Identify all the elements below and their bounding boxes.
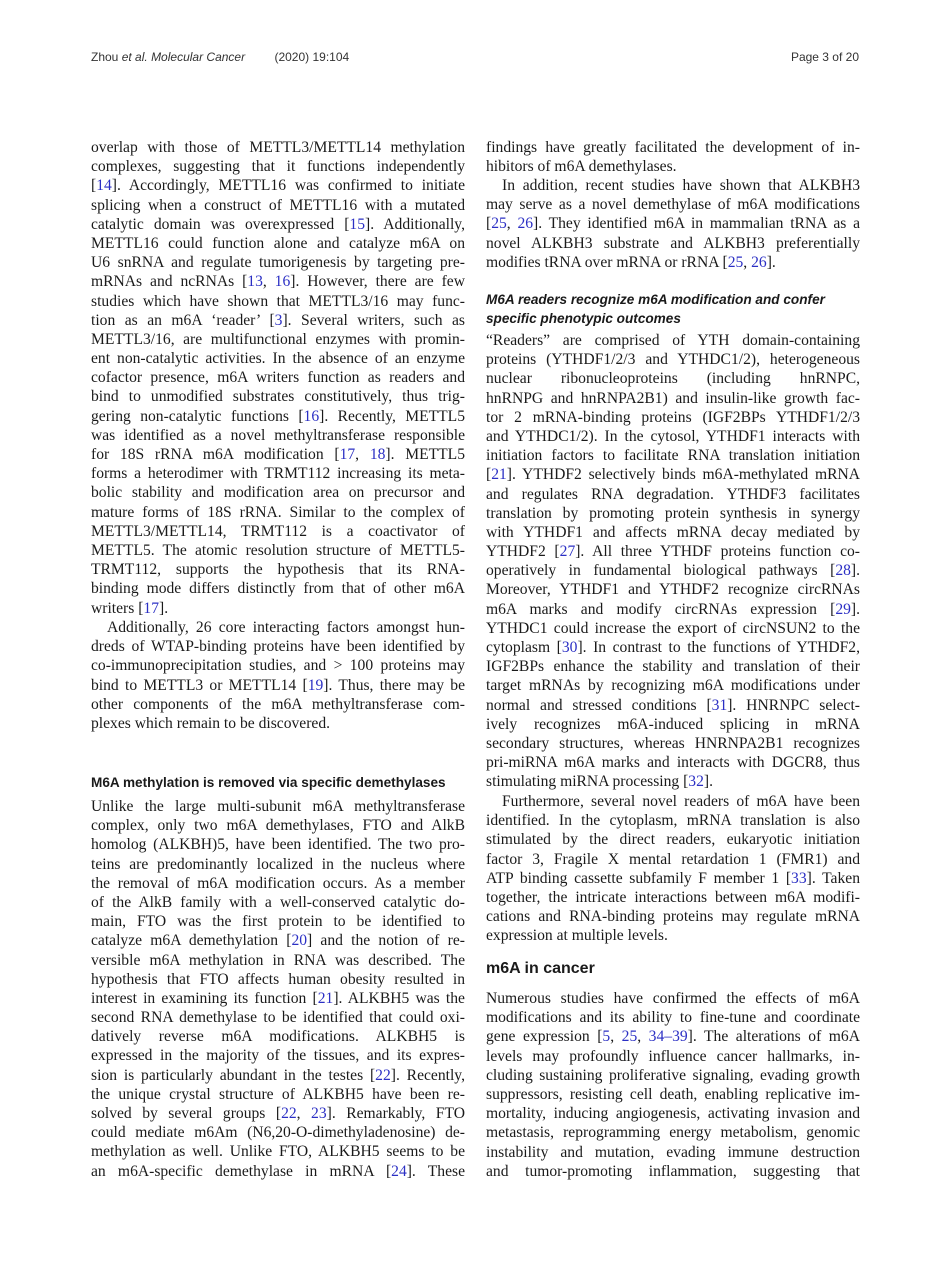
text-line: modifications and its ability to fine-tune and coordinate	[486, 1009, 860, 1027]
text-line: Moreover, YTHDF1 and YTHDF2 recognize circRNAs	[486, 581, 860, 599]
running-header	[91, 50, 349, 64]
text-line: cofactor presence, m6A writers function as readers and	[91, 369, 465, 387]
text-line: pri-miRNA m6A marks and interacts with DGCR8, thus	[486, 754, 860, 772]
text-line: findings have greatly facilitated the development of in-	[486, 139, 860, 156]
citation-link[interactable]: 17	[339, 446, 356, 463]
text-line: modifies tRNA over mRNA or rRNA [25, 26].	[486, 253, 776, 271]
text-line: binding mode differs distinctly from that of other m6A	[91, 580, 465, 598]
citation-link[interactable]: 19	[307, 676, 324, 694]
text-line: teins are predominantly localized in the nucleus where	[91, 855, 465, 873]
header-journal: Molecular Cancer	[151, 50, 246, 64]
text-line: mature forms of 18S rRNA. Similar to the complex of	[91, 503, 465, 521]
text-line: m6A marks and modify circRNAs expression [29].	[486, 600, 860, 618]
text-line: novel ALKBH3 substrate and ALKBH3 preferentially	[486, 234, 860, 252]
paragraph	[486, 138, 860, 176]
text-line: gene expression [5, 25, 34–39]. The alterations of m6A	[486, 1028, 860, 1046]
text-line: suppressors, resisting cell death, enabling replicative im-	[486, 1085, 860, 1103]
text-line: bind to METTL3 or METTL14 [19]. Thus, there may be	[91, 676, 465, 694]
text-line: mRNAs and ncRNAs [13, 16]. However, there are few	[91, 273, 465, 291]
text-line: normal and stressed conditions [31]. HNRNPC select-	[486, 696, 860, 714]
text-line: ATP binding cassette subfamily F member 1 [33]. Taken	[486, 869, 860, 887]
text-line: an m6A-specific demethylase in mRNA [24]. These	[91, 1162, 465, 1180]
text-line: solved by several groups [22, 23]. Remarkably, FTO	[91, 1105, 465, 1122]
text-line: dreds of WTAP-binding proteins have been identified by	[91, 638, 465, 656]
paragraph	[486, 792, 860, 946]
text-line: metastasis, reprogramming energy metabolism, genomic	[486, 1124, 860, 1142]
text-line: cluding sustaining proliferative signaling, evading growth	[486, 1066, 860, 1084]
text-line: “Readers” are comprised of YTH domain-containing	[486, 332, 860, 349]
text-line: METTL3/METTL14, TRMT112 is a coactivator of	[91, 522, 465, 540]
text-line: tion as an m6A ‘reader’ [3]. Several writers, such as	[91, 311, 466, 329]
citation-link[interactable]: 26	[751, 253, 767, 271]
text-line: ively recognizes m6A-induced splicing in mRNA	[486, 715, 860, 733]
text-line: hibitors of m6A demethylases.	[486, 158, 677, 176]
text-line: the removal of m6A modification occurs. As a member	[91, 874, 465, 892]
text-line: together, the intricate interactions between m6A modifi-	[486, 888, 860, 906]
citation-link[interactable]: 21	[317, 989, 334, 1007]
text-line: plexes which remain to be discovered.	[91, 714, 331, 732]
text-line: catalytic domain was overexpressed [15]. Additionally,	[91, 215, 465, 233]
text-line: stimulated by the direct readers, eukaryotic initiation	[486, 831, 860, 849]
text-line: stimulating miRNA processing [32].	[486, 773, 713, 791]
header-author: Zhou	[91, 50, 119, 64]
text-line: U6 snRNA and regulate tumorigenesis by targeting pre-	[91, 254, 465, 272]
text-line: operatively in fundamental biological pathways [28].	[486, 562, 860, 580]
text-line: METTL3/16, are multifunctional enzymes with promin-	[91, 330, 465, 348]
text-line: other components of the m6A methyltransferase com-	[91, 695, 465, 713]
text-line: for 18S rRNA m6A modification [17, 18]. METTL5	[91, 446, 465, 463]
citation-link[interactable]: 14	[96, 177, 112, 195]
text-line: levels may profoundly influence cancer hallmarks, in-	[486, 1047, 860, 1065]
text-line: hnRNPG and hnRNPA2B1) and insulin-like growth fac-	[486, 389, 860, 407]
text-line: forms a heterodimer with TRMT112 increasing its meta-	[91, 465, 465, 483]
text-line: initiation factors to facilitate RNA translation initiation	[486, 447, 860, 465]
paragraph	[91, 797, 465, 1181]
heading-line: m6A in cancer	[486, 960, 595, 977]
text-line: tor 2 mRNA-binding proteins (IGF2BPs YTHDF1/2/3	[486, 408, 860, 426]
paragraph	[486, 331, 860, 792]
text-line: expressed in the majority of the tissues, and its expres-	[91, 1047, 465, 1065]
citation-link[interactable]: 27	[559, 543, 576, 561]
paragraph	[486, 989, 860, 1181]
text-line: [25, 26]. They identified m6A in mammalian tRNA as a	[486, 215, 861, 233]
text-line: splicing when a construct of METTL16 with a mutated	[91, 196, 465, 214]
citation-link[interactable]: 22	[281, 1105, 297, 1122]
citation-link[interactable]: 15	[349, 215, 365, 233]
text-line: and tumor-promoting inflammation, suggesting that	[486, 1162, 860, 1180]
heading-line: M6A readers recognize m6A modification and confer	[486, 292, 825, 307]
text-line: instability and mutation, evading immune destruction	[486, 1143, 860, 1161]
text-line: Unlike the large multi-subunit m6A methyltransferase	[91, 798, 465, 815]
text-line: was identified as a novel methyltransferase responsible	[91, 426, 465, 444]
text-line: mortality, inducing angiogenesis, activating invasion and	[486, 1105, 860, 1123]
citation-link[interactable]: 28	[835, 562, 851, 580]
page-number: Page 3 of 20	[790, 50, 859, 64]
citation-link[interactable]: 22	[375, 1066, 391, 1084]
citation-link[interactable]: 20	[291, 932, 308, 950]
text-line: bolic stability and modification area on precursor and	[91, 484, 465, 502]
text-line: identified. In the cytoplasm, mRNA translation is also	[486, 812, 860, 830]
citation-link[interactable]: 26	[517, 215, 534, 233]
text-line: the unique crystal structure of ALKBH5 have been re-	[91, 1085, 465, 1103]
text-line: ent non-catalytic activities. In the absence of an enzyme	[91, 350, 465, 368]
section-heading	[486, 290, 860, 328]
citation-link[interactable]: 16	[303, 407, 320, 425]
citation-link[interactable]: 3	[274, 311, 283, 329]
citation-link[interactable]: 25	[727, 253, 744, 271]
citation-link[interactable]: 24	[391, 1162, 407, 1180]
citation-link[interactable]: 23	[311, 1105, 327, 1122]
heading-line: M6A methylation is removed via specific demethylases	[91, 775, 446, 790]
section-heading	[91, 773, 465, 792]
paragraph	[486, 176, 860, 272]
text-line: studies which have shown that METTL3/16 may func-	[91, 292, 465, 310]
text-line: Furthermore, several novel readers of m6A have been	[502, 793, 860, 810]
text-line: IGF2BPs enhance the stability and translation of their	[486, 658, 860, 676]
text-line: secondary structures, whereas HNRNPA2B1 recognizes	[486, 734, 860, 752]
text-line: Numerous studies have confirmed the effects of m6A	[486, 990, 860, 1007]
text-line: and YTHDC1/2). In the cytosol, YTHDF1 interacts with	[486, 427, 860, 445]
citation-link[interactable]: 21	[491, 466, 507, 484]
citation-link[interactable]: 30	[561, 639, 578, 656]
text-line: target mRNAs by recognizing m6A modifications under	[486, 677, 860, 695]
citation-link[interactable]: 25	[491, 215, 507, 233]
header-citation: (2020) 19:104	[274, 50, 350, 64]
text-line: interest in examining its function [21]. ALKBH5 was the	[91, 989, 465, 1007]
text-line: hypothesis that FTO affects human obesity resulted in	[91, 970, 465, 988]
text-line: proteins (YTHDF1/2/3 and YTHDC1/2), heterogeneous	[486, 351, 860, 369]
text-line: translation by promoting protein synthesis in synergy	[486, 504, 860, 522]
text-line: homolog (ALKBH)5, have been identified. The two pro-	[91, 836, 465, 854]
text-line: co-immunoprecipitation studies, and > 100 proteins may	[91, 657, 465, 675]
text-line: [21]. YTHDF2 selectively binds m6A-methylated mRNA	[486, 466, 860, 484]
citation-link[interactable]: 13	[247, 273, 263, 291]
section-heading	[486, 959, 860, 979]
text-line: nuclear ribonucleoproteins (including hnRNPC,	[486, 370, 860, 388]
text-line: In addition, recent studies have shown that ALKBH3	[502, 177, 860, 194]
text-line: versible m6A methylation in RNA was described. The	[91, 951, 465, 969]
text-line: METTL5. The atomic resolution structure of METTL5-	[91, 541, 465, 559]
citation-link[interactable]: 34–39	[648, 1028, 688, 1046]
text-line: may serve as a novel demethylase of m6A modifications	[486, 196, 860, 214]
text-line: METTL16 could function alone and catalyze m6A on	[91, 234, 465, 252]
header-et-al: et al.	[121, 50, 148, 64]
text-line: bind to unmodified substrates constitutively, thus trig-	[91, 388, 465, 406]
text-line: methylation as well. Unlike FTO, ALKBH5 seems to be	[91, 1143, 465, 1161]
citation-link[interactable]: 31	[711, 696, 728, 714]
text-line: TRMT112, supports the hypothesis that its RNA-	[91, 561, 465, 579]
text-line: YTHDF2 [27]. All three YTHDF proteins function co-	[486, 543, 861, 561]
text-line: YTHDC1 could increase the export of circNSUN2 to the	[486, 619, 860, 637]
citation-link[interactable]: 32	[688, 773, 704, 791]
citation-link[interactable]: 17	[143, 599, 159, 617]
text-line: writers [17].	[91, 599, 169, 617]
text-line: factor 3, Fragile X mental retardation 1 (FMR1) and	[486, 850, 860, 868]
text-line: of the AlkB family with a well-conserved catalytic do-	[91, 893, 465, 911]
text-line: complex, only two m6A demethylases, FTO and AlkB	[91, 817, 465, 835]
citation-link[interactable]: 33	[791, 869, 807, 887]
text-line: and regulates RNA degradation. YTHDF3 facilitates	[486, 485, 860, 503]
citation-link[interactable]: 5	[602, 1028, 611, 1046]
text-line: complexes, suggesting that it functions independently	[91, 158, 465, 176]
text-line: cytoplasm [30]. In contrast to the functions of YTHDF2,	[486, 639, 860, 656]
text-line: overlap with those of METTL3/METTL14 methylation	[91, 139, 465, 156]
text-line: with YTHDF1 and affects mRNA decay mediated by	[486, 523, 860, 541]
text-line: [14]. Accordingly, METTL16 was confirmed to initiate	[91, 177, 465, 195]
text-line: could mediate m6Am (N6,20-O-dimethyladenosine) de-	[91, 1124, 465, 1142]
text-line: catalyze m6A demethylation [20] and the notion of re-	[91, 932, 465, 950]
text-line: Additionally, 26 core interacting factors amongst hun-	[107, 619, 465, 636]
paragraph	[91, 138, 465, 618]
citation-link[interactable]: 18	[369, 446, 386, 463]
text-line: sion is particularly abundant in the testes [22]. Recently,	[91, 1066, 465, 1084]
text-line: datively reverse m6A modifications. ALKBH5 is	[91, 1028, 465, 1046]
text-line: main, FTO was the first protein to be identified to	[91, 913, 465, 931]
citation-link[interactable]: 25	[621, 1028, 638, 1046]
citation-link[interactable]: 16	[274, 273, 291, 291]
citation-link[interactable]: 29	[835, 600, 851, 618]
text-line: expression at multiple levels.	[486, 927, 668, 945]
text-line: gering non-catalytic functions [16]. Recently, METTL5	[91, 407, 465, 425]
text-line: cations and RNA-binding proteins may regulate mRNA	[486, 908, 860, 926]
paragraph	[91, 618, 465, 733]
text-line: second RNA demethylase to be identified that could oxi-	[91, 1009, 465, 1027]
heading-line: specific phenotypic outcomes	[486, 311, 681, 327]
